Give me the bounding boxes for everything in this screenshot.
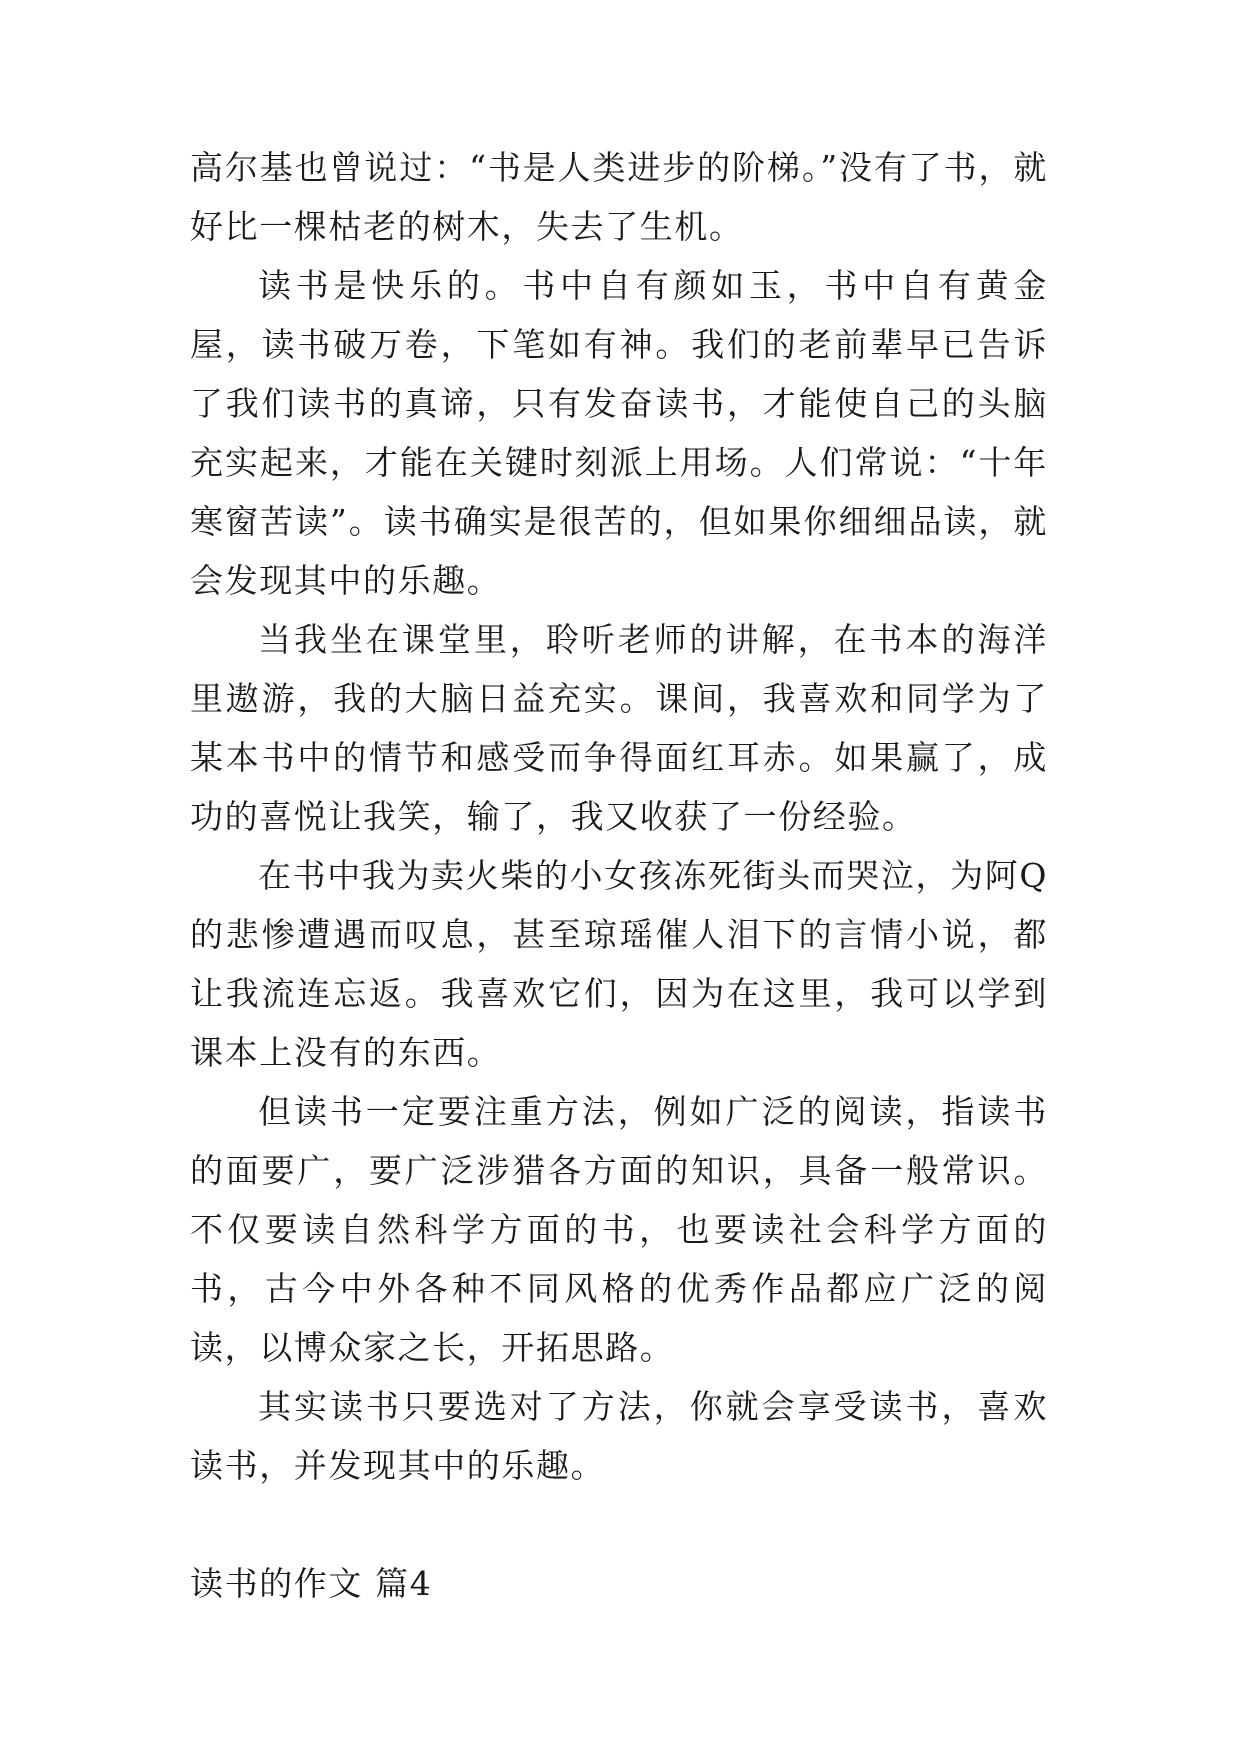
document-page: [190, 138, 1048, 1613]
paragraph: 在书中我为卖火柴的小女孩冻死街头而哭泣，为阿Q的悲惨遭遇而叹息，甚至琼瑶催人泪下的言情小说，都让我流连忘返。我喜欢它们，因为在这里，我可以学到课本上没有的东西。: [190, 856, 1048, 1072]
paragraph: 其实读书只要选对了方法，你就会享受读书，喜欢读书，并发现其中的乐趣。: [190, 1387, 1048, 1485]
section-heading: 读书的作文 篇4: [190, 1564, 433, 1603]
paragraph: 当我坐在课堂里，聆听老师的讲解，在书本的海洋里遨游，我的大脑日益充实。课间，我喜欢和同学为了某本书中的情节和感受而争得面红耳赤。如果赢了，成功的喜悦让我笑，输了，我又收获了一份经验。: [190, 620, 1048, 836]
paragraph: 读书是快乐的。书中自有颜如玉，书中自有黄金屋，读书破万卷，下笔如有神。我们的老前辈早已告诉了我们读书的真谛，只有发奋读书，才能使自己的头脑充实起来，才能在关键时刻派上用场。人们常说：“十年寒窗苦读”。读书确实是很苦的，但如果你细细品读，就会发现其中的乐趣。: [190, 266, 1048, 600]
paragraph: 但读书一定要注重方法，例如广泛的阅读，指读书的面要广，要广泛涉猎各方面的知识，具备一般常识。不仅要读自然科学方面的书，也要读社会科学方面的书，古今中外各种不同风格的优秀作品都应广泛的阅读，以博众家之长，开拓思路。: [190, 1092, 1048, 1367]
paragraph-continued: 高尔基也曾说过：“书是人类进步的阶梯。”没有了书，就好比一棵枯老的树木，失去了生机。: [190, 148, 1048, 246]
